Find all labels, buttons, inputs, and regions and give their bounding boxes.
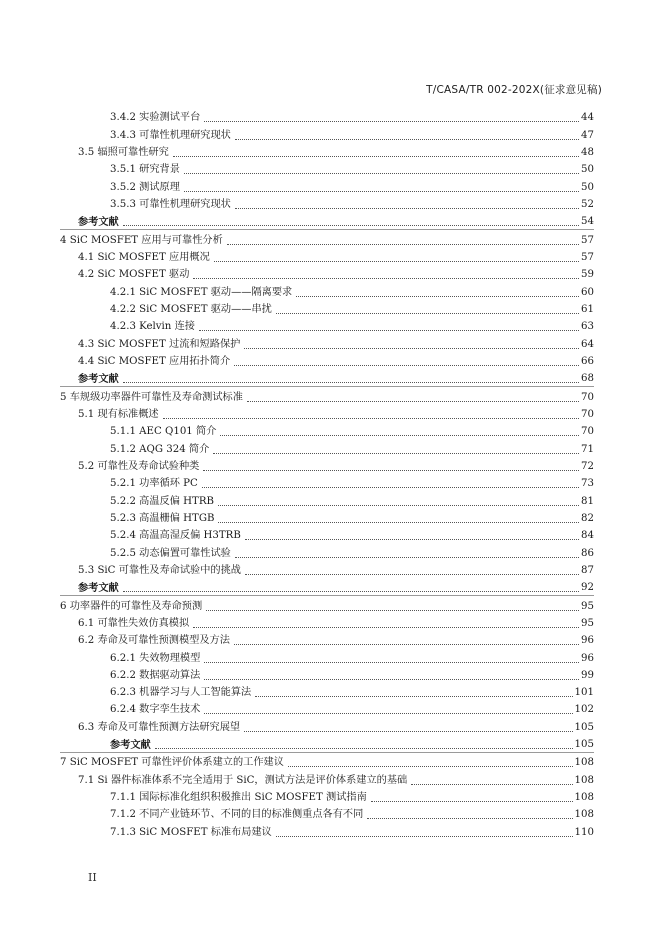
- toc-entry-page: 66: [581, 355, 594, 367]
- toc-entry-page: 64: [581, 338, 594, 350]
- toc-entry-page: 110: [574, 826, 594, 838]
- toc-entry-title: 参考文献: [110, 739, 151, 752]
- toc-entry-page: 82: [581, 512, 594, 524]
- toc-entry[interactable]: [60, 177, 594, 194]
- toc-entry-title: 6.2.4 数字孪生技术: [110, 704, 201, 716]
- page-number: II: [88, 871, 97, 884]
- toc-entry-title: 3.4.3 可靠性机理研究现状: [110, 129, 231, 141]
- dot-leader: [234, 365, 579, 366]
- toc-entry-title: 5.3 SiC 可靠性及寿命试验中的挑战: [78, 564, 241, 576]
- toc-entry-title: 6.1 可靠性失效仿真模拟: [78, 617, 190, 629]
- toc-entry[interactable]: [60, 561, 594, 578]
- toc-entry-title: 5.2.3 高温栅偏 HTGB: [110, 512, 215, 524]
- toc-entry-title: 5.1.1 AEC Q101 简介: [110, 426, 217, 438]
- toc-entry-title: 4.2.3 Kelvin 连接: [110, 321, 195, 333]
- table-of-contents: [60, 108, 594, 840]
- toc-entry-page: 108: [574, 809, 594, 821]
- toc-entry-page: 96: [581, 652, 594, 664]
- dot-leader: [276, 836, 573, 837]
- toc-entry-page: 57: [581, 251, 594, 263]
- dot-leader: [184, 191, 579, 192]
- toc-entry-title: 5.2.1 功率循环 PC: [110, 478, 198, 490]
- dot-leader: [206, 610, 579, 611]
- toc-entry-page: 95: [581, 617, 594, 629]
- toc-entry-page: 70: [581, 408, 594, 420]
- dot-leader: [245, 539, 579, 540]
- toc-entry[interactable]: [60, 578, 594, 595]
- toc-entry-page: 47: [581, 129, 594, 141]
- toc-entry[interactable]: [60, 352, 594, 369]
- toc-entry-title: 4.2.1 SiC MOSFET 驱动——隔离要求: [110, 286, 293, 298]
- toc-entry[interactable]: [60, 334, 594, 351]
- toc-entry[interactable]: [60, 195, 594, 212]
- dot-leader: [227, 244, 579, 245]
- dot-leader: [202, 487, 579, 488]
- toc-entry[interactable]: [60, 700, 594, 717]
- toc-entry-title: 7.1.3 SiC MOSFET 标准布局建议: [110, 826, 272, 838]
- toc-entry-title: 7.1 Si 器件标准体系不完全适用于 SiC，测试方法是评价体系建立的基础: [78, 774, 408, 786]
- dot-leader: [234, 644, 579, 645]
- dot-leader: [235, 557, 579, 558]
- dot-leader: [184, 173, 579, 174]
- toc-entry-page: 50: [581, 181, 594, 193]
- toc-entry-title: 4.1 SiC MOSFET 应用概况: [78, 251, 210, 263]
- toc-entry-page: 81: [581, 495, 594, 507]
- toc-entry-page: 84: [581, 530, 594, 542]
- dot-leader: [199, 330, 579, 331]
- dot-leader: [276, 313, 579, 314]
- dot-leader: [288, 766, 573, 767]
- toc-entry-page: 50: [581, 164, 594, 176]
- dot-leader: [123, 225, 579, 226]
- toc-entry[interactable]: [60, 526, 594, 543]
- dot-leader: [255, 696, 572, 697]
- toc-entry-title: 6.3 寿命及可靠性预测方法研究展望: [78, 721, 241, 733]
- dot-leader: [235, 208, 579, 209]
- toc-entry-page: 108: [574, 757, 594, 769]
- toc-entry-page: 44: [581, 112, 594, 124]
- toc-entry-title: 5.1 现有标准概述: [78, 408, 159, 420]
- toc-entry-title: 3.5.1 研究背景: [110, 164, 180, 176]
- toc-entry[interactable]: [60, 752, 594, 770]
- dot-leader: [367, 818, 572, 819]
- toc-entry-title: 6.2.3 机器学习与人工智能算法: [110, 687, 252, 699]
- dot-leader: [204, 679, 579, 680]
- dot-leader: [244, 348, 579, 349]
- toc-entry[interactable]: [60, 317, 594, 334]
- toc-entry[interactable]: [60, 614, 594, 631]
- toc-entry[interactable]: [60, 770, 594, 787]
- toc-entry[interactable]: [60, 160, 594, 177]
- toc-entry-page: 86: [581, 547, 594, 559]
- dot-leader: [220, 435, 579, 436]
- toc-entry[interactable]: [60, 248, 594, 265]
- toc-entry-title: 7.1.1 国际标准化组织积极推出 SiC MOSFET 测试指南: [110, 792, 367, 804]
- toc-entry-title: 5.2.4 高温高湿反偏 H3TRB: [110, 530, 241, 542]
- toc-entry[interactable]: [60, 125, 594, 142]
- toc-entry[interactable]: [60, 509, 594, 526]
- toc-entry-page: 87: [581, 564, 594, 576]
- toc-entry[interactable]: [60, 735, 594, 752]
- toc-entry[interactable]: [60, 405, 594, 422]
- toc-entry-title: 4 SiC MOSFET 应用与可靠性分析: [60, 234, 223, 246]
- toc-entry-title: 4.4 SiC MOSFET 应用拓扑简介: [78, 355, 231, 367]
- toc-entry-page: 52: [581, 198, 594, 210]
- dot-leader: [247, 401, 579, 402]
- dot-leader: [204, 121, 579, 122]
- dot-leader: [296, 296, 579, 297]
- toc-entry-page: 48: [581, 146, 594, 158]
- dot-leader: [371, 801, 573, 802]
- toc-entry-page: 60: [581, 286, 594, 298]
- dot-leader: [213, 453, 579, 454]
- toc-entry-page: 105: [574, 739, 594, 751]
- toc-entry-page: 102: [574, 704, 594, 716]
- dot-leader: [193, 278, 579, 279]
- toc-entry[interactable]: [60, 439, 594, 456]
- dot-leader: [173, 156, 579, 157]
- toc-entry-page: 71: [581, 443, 594, 455]
- document-id-header: T/CASA/TR 002-202X(征求意见稿): [426, 84, 602, 96]
- toc-entry[interactable]: [60, 369, 594, 386]
- toc-entry-page: 108: [574, 774, 594, 786]
- toc-entry-page: 105: [574, 721, 594, 733]
- toc-entry-title: 4.3 SiC MOSFET 过流和短路保护: [78, 338, 241, 350]
- dot-leader: [203, 470, 579, 471]
- toc-entry[interactable]: [60, 422, 594, 439]
- toc-entry[interactable]: [60, 788, 594, 805]
- toc-entry-page: 99: [581, 669, 594, 681]
- dot-leader: [218, 505, 579, 506]
- toc-entry-page: 61: [581, 303, 594, 315]
- toc-entry-title: 3.5.3 可靠性机理研究现状: [110, 198, 231, 210]
- toc-entry-title: 3.5 辐照可靠性研究: [78, 146, 169, 158]
- toc-entry-title: 参考文献: [78, 582, 119, 595]
- toc-entry-title: 6 功率器件的可靠性及寿命预测: [60, 600, 203, 612]
- toc-entry-title: 4.2 SiC MOSFET 驱动: [78, 269, 190, 281]
- dot-leader: [218, 522, 579, 523]
- toc-entry[interactable]: [60, 631, 594, 648]
- toc-entry[interactable]: [60, 282, 594, 299]
- toc-entry-page: 70: [581, 391, 594, 403]
- toc-entry-title: 7 SiC MOSFET 可靠性评价体系建立的工作建议: [60, 757, 284, 769]
- toc-entry-title: 3.5.2 测试原理: [110, 181, 180, 193]
- toc-entry-page: 72: [581, 460, 594, 472]
- toc-entry[interactable]: [60, 212, 594, 229]
- toc-entry-page: 57: [581, 234, 594, 246]
- toc-entry-title: 6.2.1 失效物理模型: [110, 652, 201, 664]
- toc-entry-title: 6.2.2 数据驱动算法: [110, 669, 201, 681]
- toc-entry-title: 5 车规级功率器件可靠性及寿命测试标准: [60, 391, 243, 403]
- dot-leader: [214, 261, 579, 262]
- toc-entry[interactable]: [60, 108, 594, 125]
- toc-entry-page: 70: [581, 426, 594, 438]
- toc-entry-title: 5.2.2 高温反偏 HTRB: [110, 495, 214, 507]
- toc-entry[interactable]: [60, 229, 594, 247]
- toc-entry[interactable]: [60, 717, 594, 734]
- toc-entry[interactable]: [60, 683, 594, 700]
- toc-entry[interactable]: [60, 491, 594, 508]
- dot-leader: [204, 713, 572, 714]
- dot-leader: [123, 382, 579, 383]
- toc-entry-page: 96: [581, 635, 594, 647]
- toc-entry-page: 54: [581, 216, 594, 228]
- toc-entry[interactable]: [60, 666, 594, 683]
- toc-entry[interactable]: [60, 386, 594, 404]
- toc-entry[interactable]: [60, 648, 594, 665]
- toc-entry-page: 101: [574, 687, 594, 699]
- dot-leader: [245, 574, 579, 575]
- dot-leader: [235, 139, 579, 140]
- dot-leader: [244, 731, 572, 732]
- toc-entry-title: 参考文献: [78, 373, 119, 386]
- toc-entry-page: 73: [581, 478, 594, 490]
- toc-entry-page: 63: [581, 321, 594, 333]
- dot-leader: [193, 627, 579, 628]
- toc-entry-title: 4.2.2 SiC MOSFET 驱动——串扰: [110, 303, 272, 315]
- toc-entry[interactable]: [60, 595, 594, 613]
- dot-leader: [411, 784, 572, 785]
- dot-leader: [123, 591, 579, 592]
- dot-leader: [163, 418, 579, 419]
- toc-entry[interactable]: [60, 805, 594, 822]
- toc-entry-title: 参考文献: [78, 216, 119, 229]
- toc-entry-title: 5.1.2 AQG 324 简介: [110, 443, 210, 455]
- toc-entry-title: 6.2 寿命及可靠性预测模型及方法: [78, 635, 230, 647]
- toc-entry-page: 95: [581, 600, 594, 612]
- dot-leader: [204, 662, 579, 663]
- toc-entry-page: 59: [581, 269, 594, 281]
- toc-entry-page: 108: [574, 792, 594, 804]
- dot-leader: [155, 748, 573, 749]
- toc-entry-title: 7.1.2 不同产业链环节、不同的目的标准侧重点各有不同: [110, 809, 364, 821]
- toc-entry[interactable]: [60, 474, 594, 491]
- toc-entry-title: 3.4.2 实验测试平台: [110, 112, 201, 124]
- toc-entry[interactable]: [60, 822, 594, 839]
- toc-entry[interactable]: [60, 457, 594, 474]
- toc-entry[interactable]: [60, 543, 594, 560]
- toc-entry[interactable]: [60, 265, 594, 282]
- toc-entry-page: 68: [581, 373, 594, 385]
- toc-entry-title: 5.2.5 动态偏置可靠性试验: [110, 547, 231, 559]
- toc-entry-page: 92: [581, 582, 594, 594]
- toc-entry-title: 5.2 可靠性及寿命试验种类: [78, 460, 200, 472]
- toc-entry[interactable]: [60, 143, 594, 160]
- toc-entry[interactable]: [60, 300, 594, 317]
